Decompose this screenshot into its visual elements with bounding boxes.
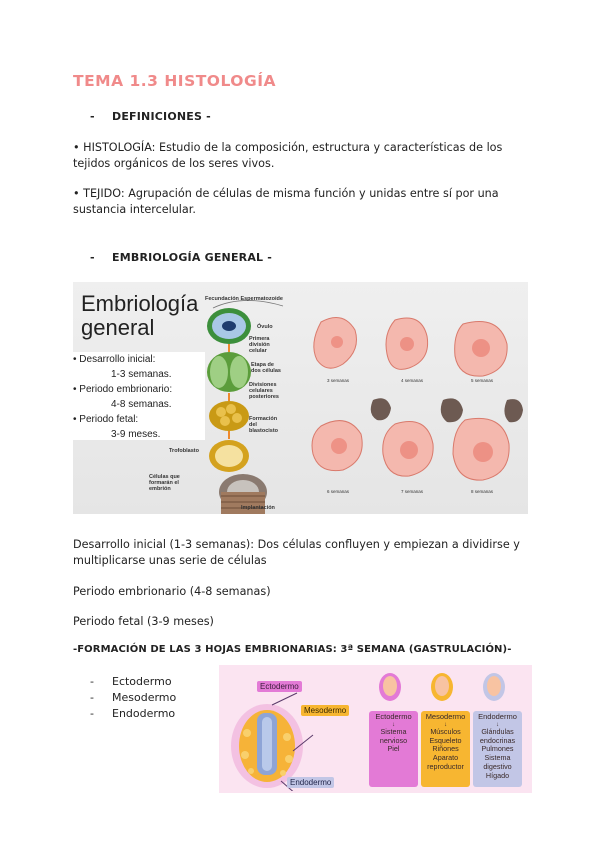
column-header: Mesodermo: [425, 712, 466, 721]
page-title: TEMA 1.3 HISTOLOGÍA: [73, 72, 276, 90]
stage-embrionario-label: • Periodo embrionario:: [73, 384, 173, 395]
label-etapa-dos-celulas: Etapa de dos células: [251, 362, 281, 374]
embryology-stage-box: [73, 352, 205, 440]
section-embriologia: [90, 251, 272, 264]
definition-tejido: • TEJIDO: Agrupación de células de misma función y unidas entre sí por una sustancia intercelular.: [73, 187, 499, 216]
tag-endodermo: Endodermo: [287, 777, 334, 788]
column-item: Músculos: [430, 726, 461, 736]
stage-embrionario-range: 4-8 semanas.: [111, 399, 172, 410]
column-item: reproductor: [427, 761, 464, 771]
germ-layer-endodermo: Endodermo: [112, 707, 176, 720]
list-dash: -: [90, 675, 94, 688]
embryology-heading-line2: general: [81, 315, 155, 340]
week-label-5: 5 semanas: [471, 378, 494, 383]
tag-ectodermo: Ectodermo: [257, 681, 302, 692]
gastrulation-heading: -FORMACIÓN DE LAS 3 HOJAS EMBRIONARIAS: 3ª SEMANA (GASTRULACIÓN)-: [73, 644, 512, 655]
column-mesodermo: [421, 711, 470, 787]
column-item: Aparato: [432, 753, 459, 763]
stage-desarrollo-range: 1-3 semanas.: [111, 369, 172, 380]
germ-layer-ectodermo: Ectodermo: [112, 675, 172, 688]
germ-layer-list: [90, 674, 176, 722]
week-label-7: 7 semanas: [401, 489, 424, 494]
desarrollo-paragraph: Desarrollo inicial (1-3 semanas): Dos células confluyen y empiezan a dividirse y multiplicarse unas serie de células: [73, 538, 520, 567]
list-item: [90, 706, 176, 722]
germ-layer-mesodermo: Mesodermo: [112, 691, 177, 704]
column-arrow: ↓: [392, 721, 395, 728]
stage-fetal-range: 3-9 meses.: [111, 429, 161, 440]
section-definiciones: [90, 110, 211, 123]
stage-desarrollo-label: • Desarrollo inicial:: [73, 354, 156, 365]
column-item: Pulmones: [481, 744, 514, 754]
label-celulas-embrion: Células que formarán el embrión: [149, 474, 180, 492]
label-implantacion: Implantación: [241, 505, 275, 511]
column-item: Sistema: [484, 753, 511, 763]
section-dash: -: [90, 110, 95, 123]
week-label-8: 8 semanas: [471, 489, 494, 494]
embryology-heading: [81, 292, 198, 340]
column-item: digestivo: [483, 761, 512, 771]
stage-fetal-label: • Periodo fetal:: [73, 414, 139, 425]
column-endodermo: [473, 711, 522, 787]
embryo-stages-illustration: [303, 304, 528, 499]
section-embriologia-label: EMBRIOLOGÍA GENERAL -: [112, 251, 273, 264]
week-label-4: 4 semanas: [401, 378, 424, 383]
label-ovulo: Óvulo: [257, 324, 273, 330]
column-item: Hígado: [485, 770, 510, 780]
column-item: Piel: [387, 744, 400, 754]
label-fecundacion: Fecundación Espermatozoide: [205, 296, 283, 302]
embryology-heading-line1: Embriología: [81, 291, 199, 316]
section-dash: -: [90, 251, 95, 264]
column-embryo-icons: [377, 669, 527, 703]
tag-mesodermo: Mesodermo: [301, 705, 349, 716]
column-arrow: ↓: [496, 721, 499, 728]
list-item: [90, 690, 176, 706]
column-item: Glándulas: [481, 726, 514, 736]
label-formacion-blastocisto: Formación del blastocisto: [249, 416, 279, 434]
label-primera-division: Primera división celular: [249, 336, 270, 354]
column-ectodermo: [369, 711, 418, 787]
column-item: Sistema: [380, 726, 407, 736]
germ-layers-figure: [219, 665, 532, 793]
list-item: [90, 674, 176, 690]
column-item: Esqueleto: [429, 735, 462, 745]
list-dash: -: [90, 691, 94, 704]
embryology-figure: [73, 282, 528, 514]
week-label-3: 3 semanas: [327, 378, 350, 383]
list-dash: -: [90, 707, 94, 720]
definition-histologia: • HISTOLOGÍA: Estudio de la composición, estructura y características de los tejidos orgánicos de los seres vivos.: [73, 141, 503, 170]
column-item: endocrinas: [479, 735, 516, 745]
column-header: Endodermo: [478, 712, 517, 721]
column-arrow: ↓: [444, 721, 447, 728]
label-trofoblasto: Trofoblasto: [169, 448, 199, 454]
week-label-6: 6 semanas: [327, 489, 350, 494]
column-item: nervioso: [379, 735, 408, 745]
fetal-paragraph: Periodo fetal (3-9 meses): [73, 615, 214, 628]
column-item: Riñones: [432, 744, 459, 754]
label-divisiones: Divisiones celulares posteriores: [249, 382, 279, 400]
section-definiciones-label: DEFINICIONES -: [112, 110, 211, 123]
embrionario-paragraph: Periodo embrionario (4-8 semanas): [73, 585, 271, 598]
column-header: Ectodermo: [375, 712, 412, 721]
